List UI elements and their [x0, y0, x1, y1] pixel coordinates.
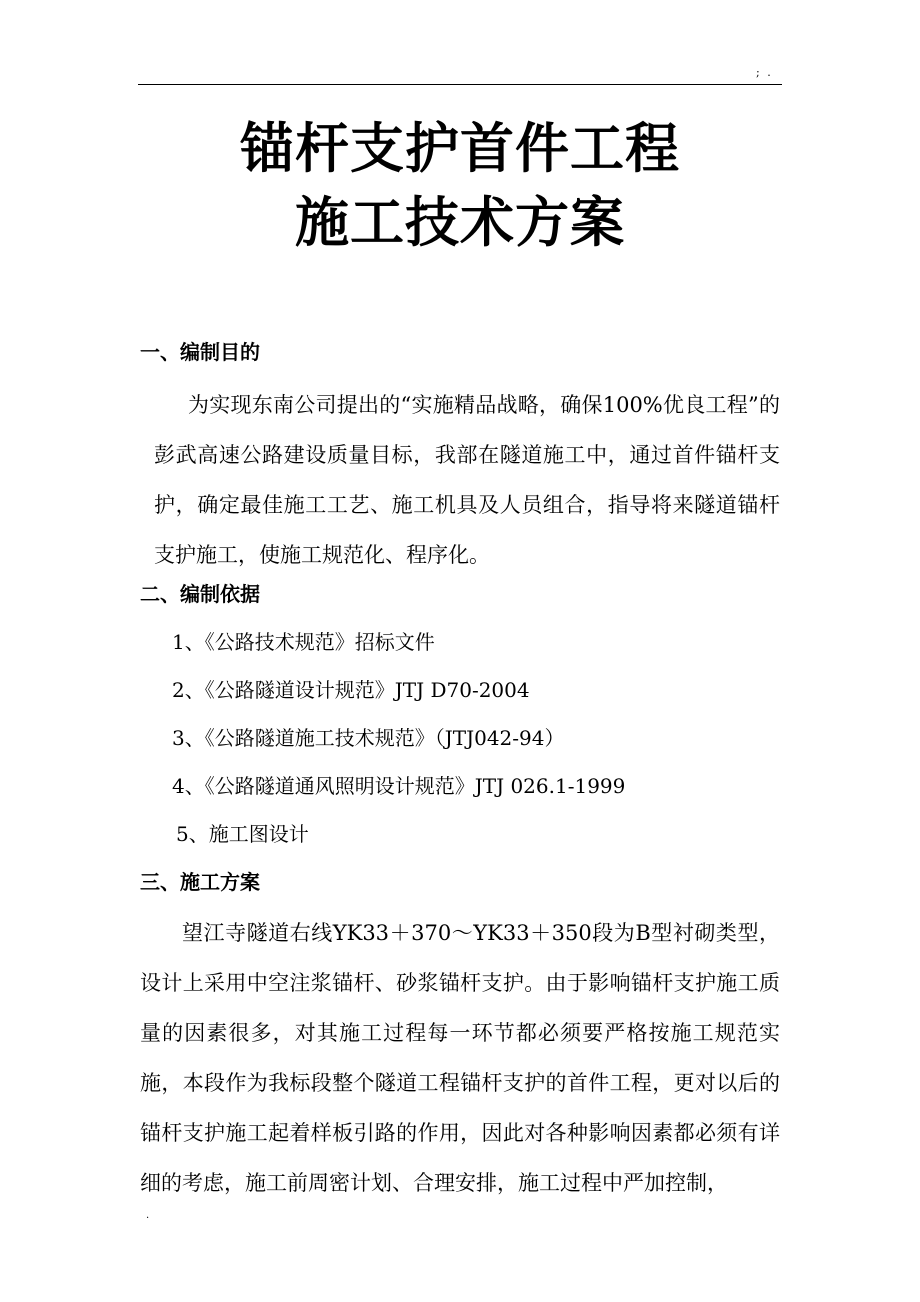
- document-title-line1: 锚杆支护首件工程: [240, 117, 680, 180]
- section-heading-plan: 三、施工方案: [140, 870, 260, 894]
- header-rule: [138, 84, 782, 85]
- reference-item: 5、施工图设计: [176, 822, 309, 846]
- section-heading-purpose: 一、编制目的: [140, 340, 260, 364]
- document-title-line2: 施工技术方案: [295, 191, 625, 254]
- reference-item: 2、《公路隧道设计规范》JTJ D70-2004: [172, 678, 530, 702]
- reference-item: 4、《公路隧道通风照明设计规范》JTJ 026.1-1999: [172, 774, 626, 798]
- reference-item: 3、《公路隧道施工技术规范》（JTJ042-94）: [172, 726, 565, 750]
- footer-mark: .: [146, 1210, 150, 1221]
- section-paragraph-plan: 望江寺隧道右线YK33＋370～YK33＋350段为B型衬砌类型，设计上采用中空注浆锚杆、砂浆锚杆支护。由于影响锚杆支护施工质量的因素很多，对其施工过程每一环节都必须要严格按施工规范实施，本段作为我标段整个隧道工程锚杆支护的首件工程，更对以后的锚杆支护施工起着样板引路的作用，因此对各种影响因素都必须有详细的考虑，施工前周密计划、合理安排，施工过程中严加控制，: [140, 921, 780, 1195]
- header-mark: ; .: [756, 66, 773, 79]
- reference-item: 1、《公路技术规范》招标文件: [172, 630, 435, 654]
- section-paragraph-purpose: 为实现东南公司提出的“实施精品战略，确保100%优良工程”的彭武高速公路建设质量目标，我部在隧道施工中，通过首件锚杆支护，确定最佳施工工艺、施工机具及人员组合，指导将来隧道锚杆支护施工，使施工规范化、程序化。: [154, 393, 780, 567]
- section-heading-basis: 二、编制依据: [140, 582, 260, 606]
